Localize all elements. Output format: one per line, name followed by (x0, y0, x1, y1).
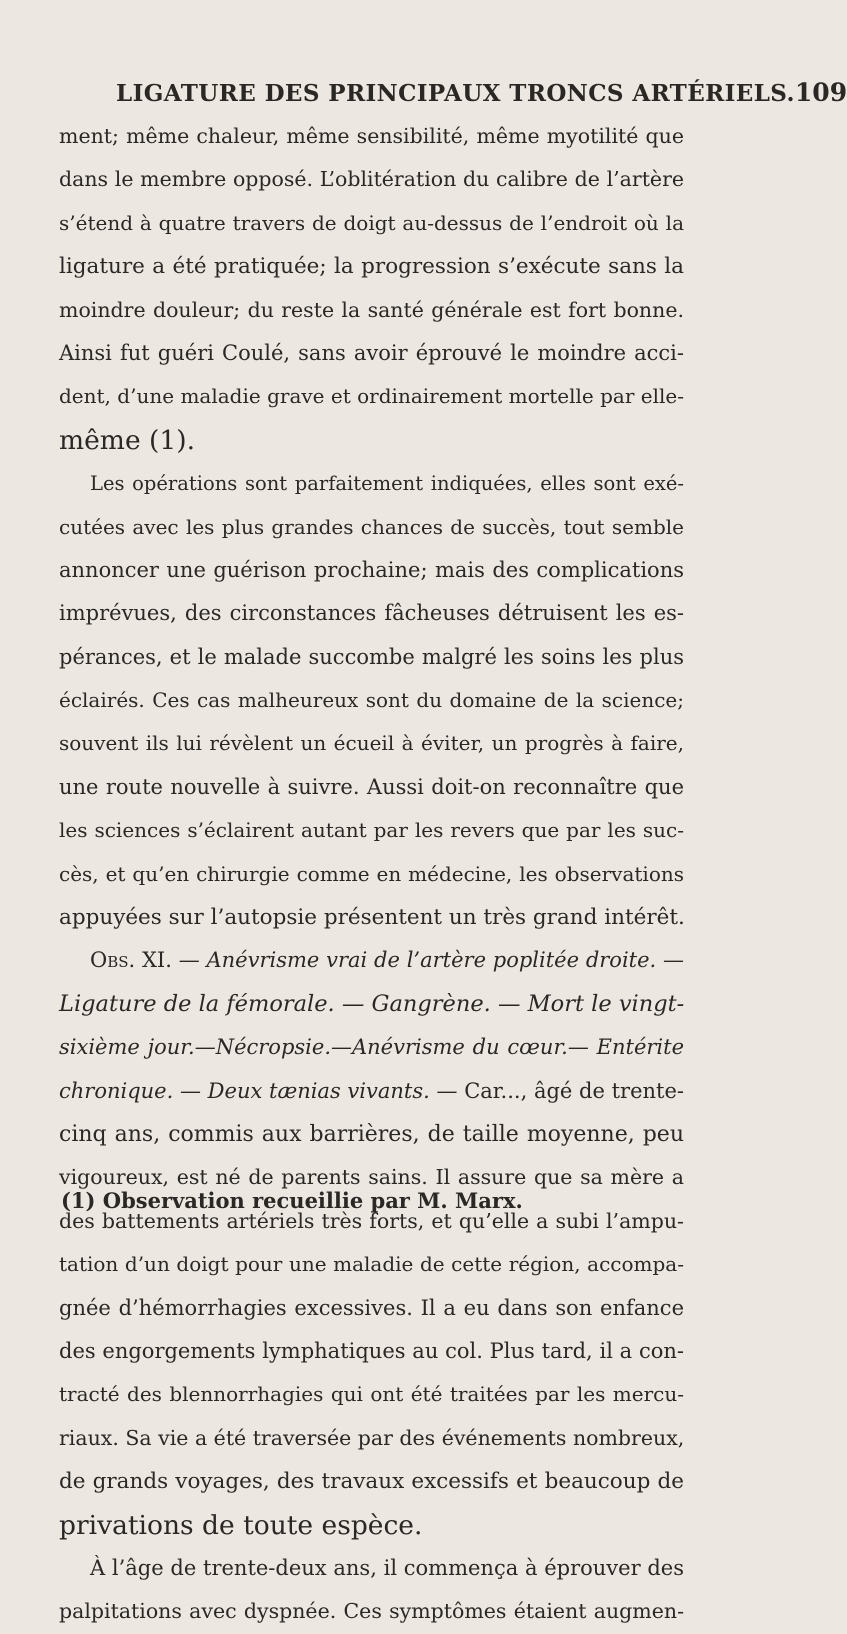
observation-label: Obs. XI. (90, 948, 172, 973)
observation-text-start: Car..., âgé de trente- (464, 1078, 684, 1103)
text-line: même (1). (59, 424, 196, 456)
text-line: privations de toute espèce. (59, 1509, 423, 1541)
text-line: de grands voyages, des travaux excessifs et beaucoup de (59, 1469, 684, 1495)
text-line: palpitations avec dyspnée. Ces symptômes étaient augmen- (59, 1599, 684, 1624)
text-line: souvent ils lui révèlent un écueil à éviter, un progrès à faire, (59, 731, 684, 756)
observation-title: — Anévrisme vrai de l’artère poplitée droite. — (178, 948, 684, 973)
text-line: ment; même chaleur, même sensibilité, même myotilité que (59, 124, 684, 148)
text-line: vigoureux, est né de parents sains. Il assure que sa mère a (59, 1165, 684, 1190)
text-line: tation d’un doigt pour une maladie de cette région, accompa- (59, 1252, 684, 1277)
running-title: LIGATURE DES PRINCIPAUX TRONCS ARTÉRIELS. (116, 80, 795, 107)
text-line: éclairés. Ces cas malheureux sont du domaine de la science; (59, 688, 684, 713)
observation-heading-line (59, 1070, 684, 1113)
text-line: cès, et qu’en chirurgie comme en médecine, les observations (59, 861, 684, 886)
text-line: Ainsi fut guéri Coulé, sans avoir éprouvé le moindre acci- (59, 340, 684, 365)
text-line: riaux. Sa vie a été traversée par des événements nombreux, (59, 1425, 685, 1450)
observation-heading-line: Ligature de la fémorale. — Gangrène. — Mort le vingt- (59, 990, 685, 1017)
text-line: ligature a été pratiquée; la progression s’exécute sans la (59, 254, 684, 280)
text-line: une route nouvelle à suivre. Aussi doit-on reconnaître que (59, 774, 684, 799)
text-line: appuyées sur l’autopsie présentent un très grand intérêt. (59, 905, 685, 931)
text-line: À l’âge de trente-deux ans, il commença à éprouver des (90, 1555, 684, 1580)
page-number: 109 (794, 78, 847, 107)
text-line: moindre douleur; du reste la santé générale est fort bonne. (59, 297, 684, 322)
text-line: cutées avec les plus grandes chances de succès, tout semble (59, 514, 684, 539)
text-line: des battements artériels très forts, et qu’elle a subi l’ampu- (59, 1208, 684, 1233)
text-line: dans le membre opposé. L’oblitération du calibre de l’artère (59, 167, 684, 192)
text-line: tracté des blennorrhagies qui ont été traitées par les mercu- (59, 1382, 684, 1407)
text-line: gnée d’hémorrhagies excessives. Il a eu dans son enfance (59, 1295, 684, 1320)
footnote: (1) Observation recueillie par M. Marx. (61, 1188, 523, 1213)
observation-title-end: chronique. — Deux tænias vivants. — (59, 1078, 458, 1103)
text-line: cinq ans, commis aux barrières, de taille moyenne, peu (59, 1121, 684, 1147)
text-line: s’étend à quatre travers de doigt au-dessus de l’endroit où la (59, 210, 684, 235)
text-line: dent, d’une maladie grave et ordinairement mortelle par elle- (59, 384, 684, 409)
text-line: pérances, et le malade succombe malgré les soins les plus (59, 644, 684, 669)
body-text (59, 115, 684, 1634)
text-line: annoncer une guérison prochaine; mais des complications (59, 557, 684, 582)
text-line: des engorgements lymphatiques au col. Plus tard, il a con- (59, 1338, 684, 1363)
page-header (116, 78, 847, 118)
text-line: les sciences s’éclairent autant par les revers que par les suc- (59, 818, 684, 843)
observation-heading-line (59, 939, 684, 982)
text-line: imprévues, des circonstances fâcheuses détruisent les es- (59, 601, 684, 626)
text-line: Les opérations sont parfaitement indiquées, elles sont exé- (90, 472, 684, 496)
observation-heading-line: sixième jour.—Nécropsie.—Anévrisme du cœur.— Entérite (59, 1035, 684, 1060)
